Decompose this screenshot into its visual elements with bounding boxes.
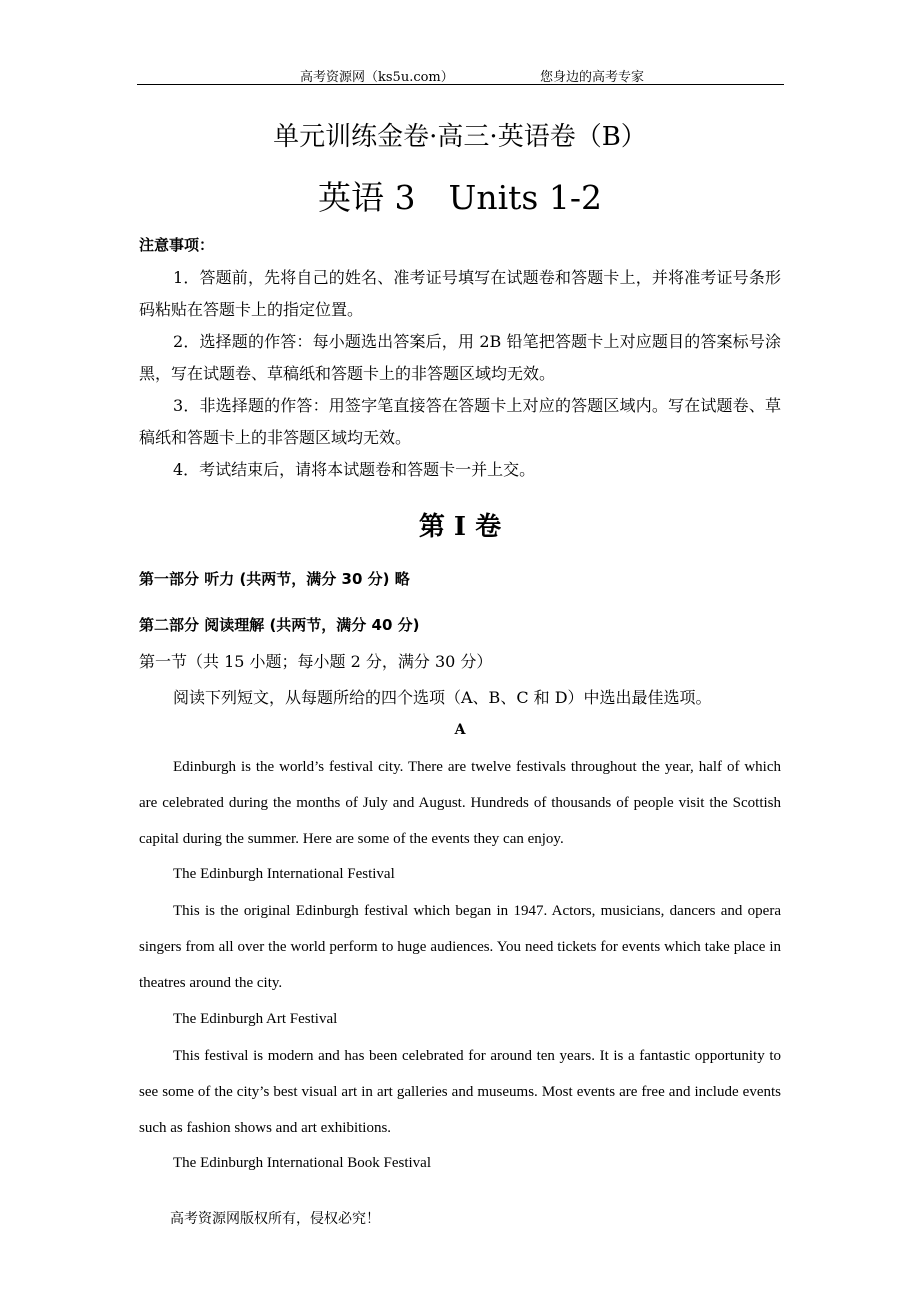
passage-label: A [454,722,466,738]
note-item-1: 1．答题前，先将自己的姓名、准考证号填写在试题卷和答题卡上，并将准考证号条形码粘贴在答题卡上的指定位置。 [139,268,781,319]
note-item-4: 4．考试结束后，请将本试题卷和答题卡一并上交。 [173,460,536,479]
header-divider [137,84,784,85]
part-two-heading: 第二部分 阅读理解 (共两节，满分 40 分) [139,616,420,634]
festival-text-art: This festival is modern and has been celebrated for around ten years. It is a fantastic opportunity to see some of the city’s best visual art in art galleries and museums. Most events are free and include events such as fashion shows and art exhibitions. [139,1048,781,1136]
header-slogan: 您身边的高考专家 [540,70,645,85]
festival-name-book: The Edinburgh International Book Festival [173,1155,432,1171]
reading-instruction: 阅读下列短文，从每题所给的四个选项（A、B、C 和 D）中选出最佳选项。 [173,688,712,707]
footer-copyright: 高考资源网版权所有，侵权必究！ [170,1211,380,1227]
part-one-heading: 第一部分 听力 (共两节，满分 30 分) 略 [139,570,410,588]
document-title: 单元训练金卷·高三·英语卷（B） [273,122,647,152]
passage-intro: Edinburgh is the world’s festival city. There are twelve festivals throughout the year, half of which are celebrated during the months of July and August. Hundreds of thousands of people visit the Scottish capital during the summer. Here are some of the events they can enjoy. [139,759,781,847]
note-item-3: 3．非选择题的作答：用签字笔直接答在答题卡上对应的答题区域内。写在试题卷、草稿纸和答题卡上的非答题区域均无效。 [139,396,781,447]
header-site-name: 高考资源网（ks5u.com） [300,70,454,85]
note-item-2: 2．选择题的作答：每小题选出答案后，用 2B 铅笔把答题卡上对应题目的答案标号涂黑，写在试题卷、草稿纸和答题卡上的非答题区域均无效。 [139,332,781,383]
notes-heading: 注意事项： [139,236,215,254]
festival-name-art: The Edinburgh Art Festival [173,1011,338,1027]
volume-title: 第 I 卷 [418,512,502,542]
festival-text-international: This is the original Edinburgh festival which began in 1947. Actors, musicians, dancers and opera singers from all over the world perform to huge audiences. You need tickets for events which take place in theatres around the city. [139,903,781,991]
section-one-heading: 第一节（共 15 小题；每小题 2 分，满分 30 分） [139,652,493,671]
document-subtitle: 英语 3 Units 1-2 [318,178,602,217]
festival-name-international: The Edinburgh International Festival [173,866,395,882]
